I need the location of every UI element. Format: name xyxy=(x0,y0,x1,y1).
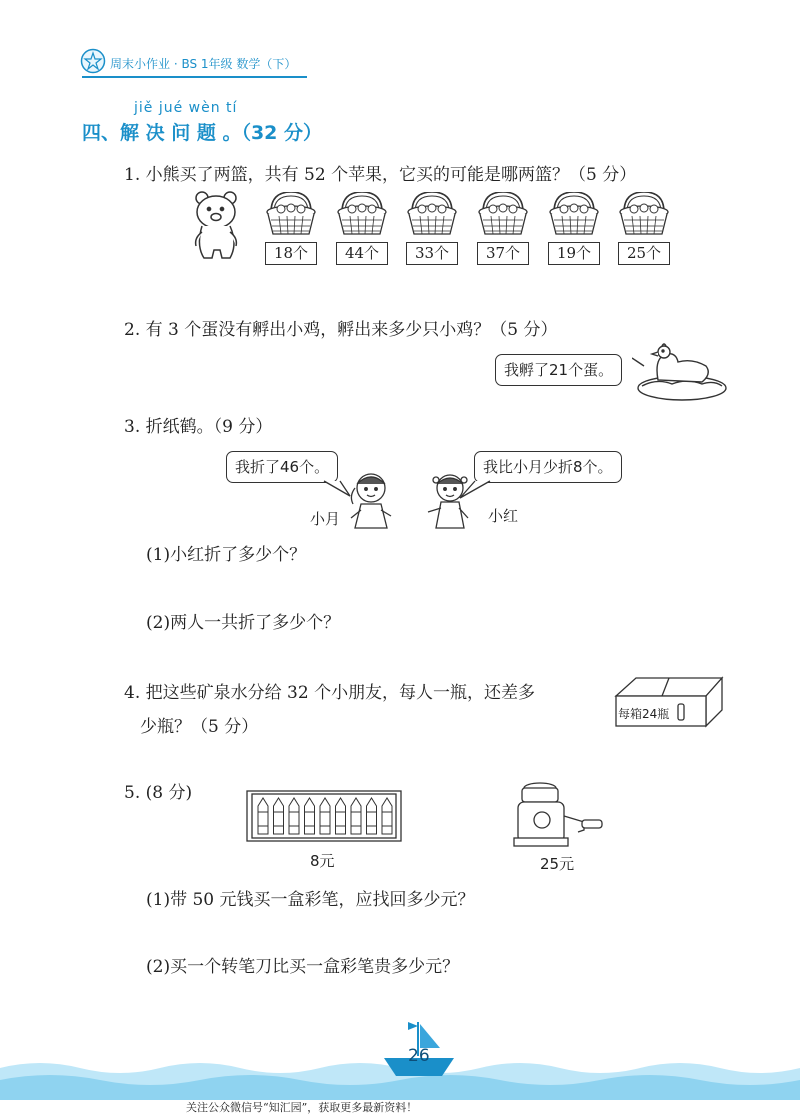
header-underline xyxy=(82,76,307,78)
hen-illustration xyxy=(632,340,727,402)
q1-text: 1. 小熊买了两篮，共有 52 个苹果，它买的可能是哪两篮？（5 分） xyxy=(124,165,637,185)
section-pinyin: jiě jué wèn tí xyxy=(134,100,238,116)
crayon-icon xyxy=(336,798,346,834)
basket-count-label: 18个 xyxy=(265,242,317,265)
crayon-price: 8元 xyxy=(310,852,335,870)
basket-icon xyxy=(477,192,529,238)
girl-xiaohong-illustration xyxy=(424,470,474,532)
basket-count-label: 33个 xyxy=(406,242,458,265)
basket-icon xyxy=(336,192,388,238)
q2-text: 2. 有 3 个蛋没有孵出小鸡，孵出来多少只小鸡？（5 分） xyxy=(124,320,558,340)
xiaoyue-speech-bubble: 我折了46个。 xyxy=(226,451,338,483)
header-title: 周末小作业 · BS 1年级 数学（下） xyxy=(110,57,297,71)
xiaoyue-name: 小月 xyxy=(310,510,341,528)
q3-text: 3. 折纸鹤。（9 分） xyxy=(124,417,273,437)
crayon-icon xyxy=(258,798,268,834)
basket-icon xyxy=(265,192,317,238)
footer-text: 关注公众微信号“知汇园”，获取更多最新资料！ xyxy=(186,1101,418,1114)
basket-icon xyxy=(548,192,600,238)
girl-xiaoyue-illustration xyxy=(345,470,395,532)
crayon-icon xyxy=(320,798,330,834)
header-logo-icon xyxy=(80,48,106,74)
sharpener-price: 25元 xyxy=(540,855,575,873)
crayon-icon xyxy=(289,798,299,834)
hen-speech-bubble: 我孵了21个蛋。 xyxy=(495,354,622,386)
q5-text: 5. (8 分) xyxy=(124,783,193,803)
speech-tails xyxy=(310,480,510,510)
section-title: 四、解 决 问 题 。（32 分） xyxy=(82,122,323,144)
xiaohong-name: 小红 xyxy=(488,507,519,525)
page-number: 26 xyxy=(408,1046,430,1066)
basket-icon xyxy=(618,192,670,238)
basket-count-label: 25个 xyxy=(618,242,670,265)
bear-illustration xyxy=(188,188,246,268)
q4-line2: 少瓶？（5 分） xyxy=(140,717,259,737)
water-box-label: 每箱24瓶 xyxy=(618,707,670,721)
q5-sub2: (2)买一个转笔刀比买一盒彩笔贵多少元？ xyxy=(146,957,460,977)
crayon-icon xyxy=(305,798,315,834)
crayon-icon xyxy=(382,798,392,834)
crayon-box-illustration xyxy=(246,790,402,842)
q4-line1: 4. 把这些矿泉水分给 32 个小朋友，每人一瓶，还差多 xyxy=(124,683,536,703)
q3-sub1: (1)小红折了多少个？ xyxy=(146,545,307,565)
q3-sub2: (2)两人一共折了多少个？ xyxy=(146,613,341,633)
crayon-icon xyxy=(274,798,284,834)
basket-count-label: 44个 xyxy=(336,242,388,265)
xiaohong-speech-bubble: 我比小月少折8个。 xyxy=(474,451,622,483)
crayon-icon xyxy=(367,798,377,834)
basket-count-label: 19个 xyxy=(548,242,600,265)
basket-icon xyxy=(406,192,458,238)
basket-count-label: 37个 xyxy=(477,242,529,265)
pencil-sharpener-illustration xyxy=(512,780,607,850)
q5-sub1: (1)带 50 元钱买一盒彩笔，应找回多少元？ xyxy=(146,890,475,910)
crayon-icon xyxy=(351,798,361,834)
